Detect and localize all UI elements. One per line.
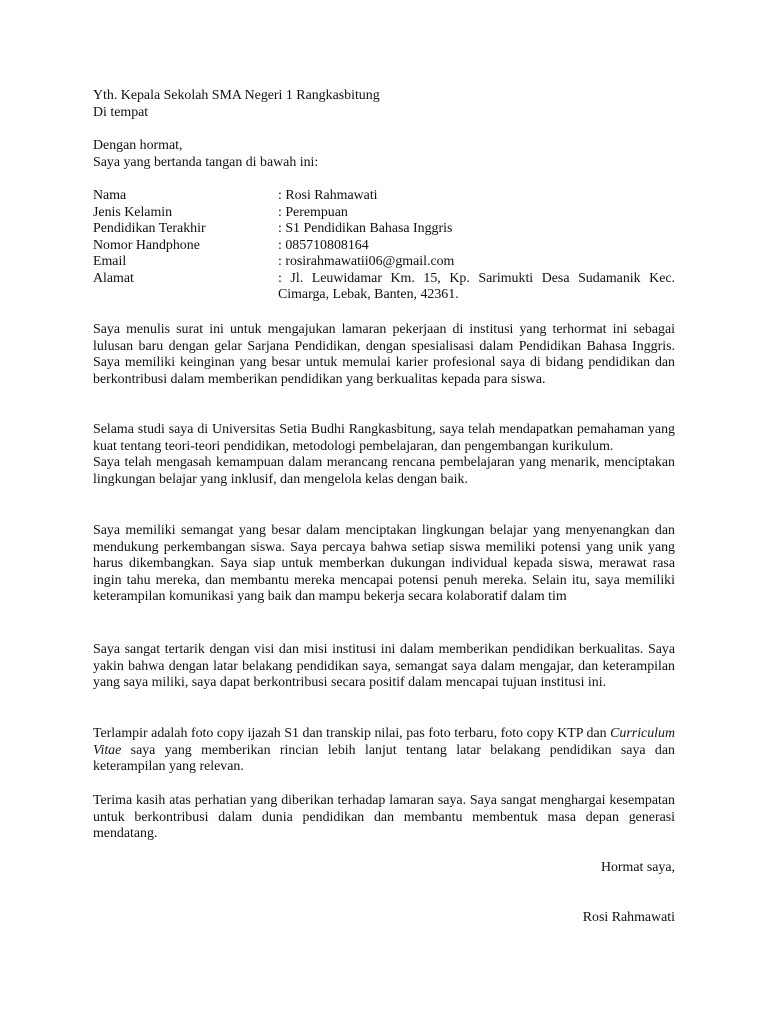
identity-row <box>93 188 675 205</box>
identity-row <box>93 254 675 271</box>
identity-label: Pendidikan Terakhir <box>93 221 206 236</box>
paragraph-text-part: saya yang memberikan rincian lebih lanjut tentang latar belakang pendidikan saya dan keterampilan yang relevan. <box>93 742 675 774</box>
identity-row <box>93 238 675 255</box>
recipient-line-1: Yth. Kepala Sekolah SMA Negeri 1 Rangkasbitung <box>93 88 380 103</box>
identity-label: Nama <box>93 188 127 203</box>
identity-value: : Rosi Rahmawati <box>278 188 378 203</box>
paragraph-text: Selama studi saya di Universitas Setia Budhi Rangkasbitung, saya telah mendapatkan pemahaman yang kuat tentang teori-teori pendidikan, metodologi pembelajaran, dan pengembangan kurikulum. <box>93 422 675 454</box>
recipient-line-2: Di tempat <box>93 104 149 120</box>
paragraph-text: Saya sangat tertarik dengan visi dan misi institusi ini dalam memberikan pendidikan berkualitas. Saya yakin bahwa dengan latar belakang pendidikan saya, semangat saya dalam mengajar, dan keterampilan yang saya miliki, saya dapat berkontribusi secara positif dalam mencapai tujuan institusi ini. <box>93 642 675 690</box>
identity-value: : rosirahmawatii06@gmail.com <box>278 254 455 269</box>
closing <box>93 860 675 877</box>
identity-value: : Perempuan <box>278 204 348 220</box>
signature-name: Rosi Rahmawati <box>582 910 675 925</box>
identity-label: Jenis Kelamin <box>93 204 173 220</box>
identity-label: Nomor Handphone <box>93 237 200 253</box>
paragraph-3 <box>93 523 675 606</box>
paragraph-text-part: Terlampir adalah foto copy ijazah S1 dan transkip nilai, pas foto terbaru, foto copy KTP dan <box>93 726 611 741</box>
paragraph-text: Saya memiliki semangat yang besar dalam menciptakan lingkungan belajar yang menyenangkan dan mendukung perkembangan siswa. Saya percaya bahwa setiap siswa memiliki potensi yang unik yang harus dikembangkan. Saya siap untuk memberkan dukungan individual kepada siswa, merawat rasa ingin tahu mereka, dan membantu mereka mencapai potensi penuh mereka. Selain itu, saya memiliki keterampilan komunikasi yang baik dan mampu bekerja secara kolaboratif dalam tim <box>93 523 675 604</box>
paragraph-5 <box>93 726 675 776</box>
closing-text: Hormat saya, <box>600 860 675 875</box>
identity-value: : 085710808164 <box>278 237 369 253</box>
paragraph-4 <box>93 642 675 692</box>
identity-label: Email <box>93 254 127 269</box>
identity-row <box>93 221 675 238</box>
identity-label: Alamat <box>93 270 134 286</box>
curriculum-vitae-italic: Curriculum Vitae <box>93 726 675 758</box>
paragraph-text: Saya telah mengasah kemampuan dalam merancang rencana pembelajaran yang menarik, menciptakan lingkungan belajar yang inklusif, dan mengelola kelas dengan baik. <box>93 455 675 487</box>
identity-row <box>93 271 675 304</box>
identity-value: : Jl. Leuwidamar Km. 15, Kp. Sarimukti Desa Sudamanik Kec. Cimarga, Lebak, Banten, 42361. <box>278 270 675 302</box>
paragraph-1 <box>93 322 675 388</box>
intro-line: Saya yang bertanda tangan di bawah ini: <box>93 154 319 170</box>
paragraph-6 <box>93 793 675 843</box>
opening-block <box>93 138 675 171</box>
paragraph-2 <box>93 422 675 488</box>
paragraph-text: Terima kasih atas perhatian yang diberikan terhadap lamaran saya. Saya sangat menghargai kesempatan untuk berkontribusi dalam dunia pendidikan dan membantu membentuk masa depan generasi mendatang. <box>93 793 675 841</box>
signature <box>93 910 675 927</box>
identity-row <box>93 205 675 222</box>
paragraph-text: Saya menulis surat ini untuk mengajukan lamaran pekerjaan di institusi yang terhormat ini sebagai lulusan baru dengan gelar Sarjana Pendidikan, dengan spesialisasi dalam Pendidikan Bahasa Inggris. Saya memiliki keinginan yang besar untuk memulai karier profesional saya di bidang pendidikan dan berkontribusi dalam memberikan pendidikan yang berkualitas kepada para siswa. <box>93 322 675 387</box>
identity-value: : S1 Pendidikan Bahasa Inggris <box>278 221 453 236</box>
paragraph-text <box>93 726 675 776</box>
recipient-block <box>93 88 675 121</box>
greeting: Dengan hormat, <box>93 138 183 153</box>
identity-table <box>93 188 675 304</box>
